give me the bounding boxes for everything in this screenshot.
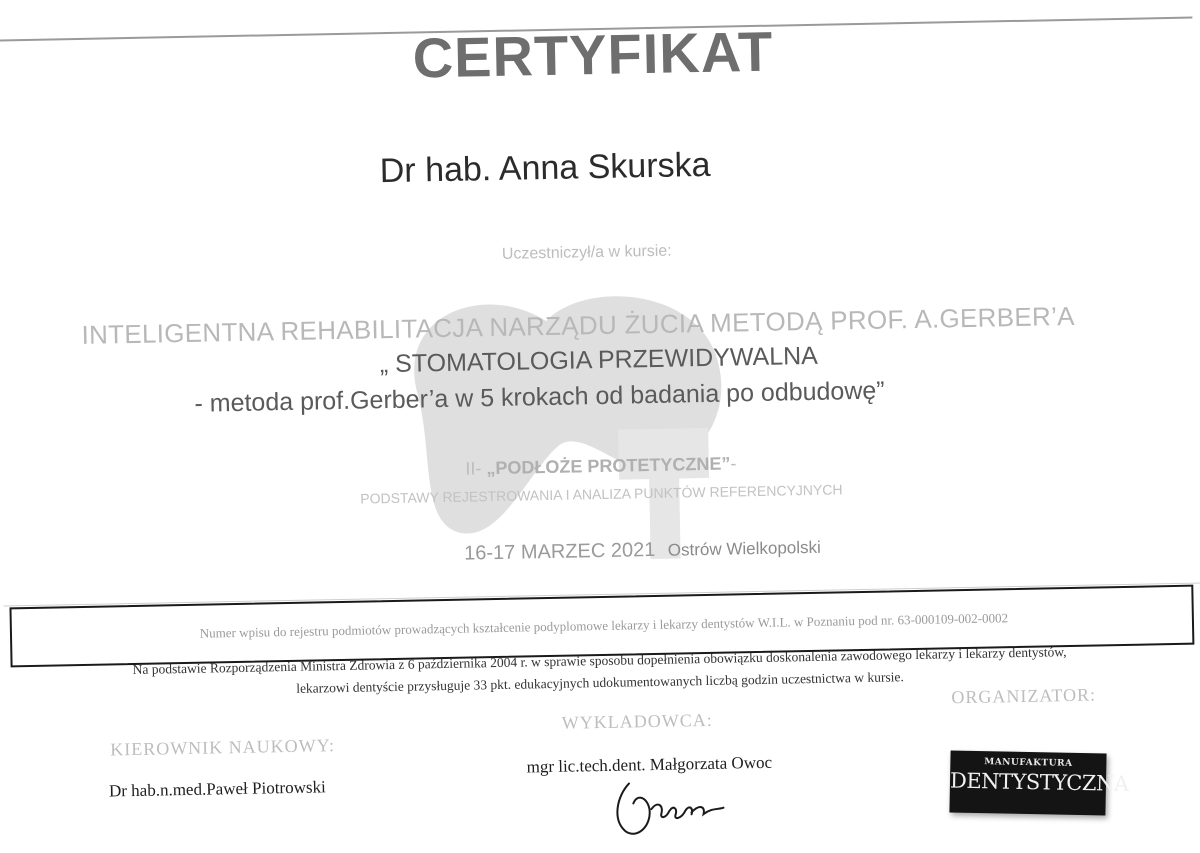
module-name: „PODŁOŻE PROTETYCZNE” <box>486 453 731 479</box>
registry-number-text: Numer wpisu do rejestru podmiotów prowadzących kształcenie podyplomowe lekarzy i lekarzy dentystów W.I.L. w Poznaniu pod nr. 63-000109-002-0002 <box>199 610 1009 641</box>
organizer-role: ORGANIZATOR: <box>951 684 1097 708</box>
lecturer-signature <box>607 773 738 839</box>
participated-label: Uczestniczył/a w kursie: <box>501 242 672 263</box>
logo-main-text: DENTYSTYCZNA <box>949 768 1129 796</box>
module-subtitle: PODSTAWY REJESTROWANIA I ANALIZA PUNKTÓW REFERENCYJNYCH <box>360 481 843 507</box>
manufaktura-dentystyczna-logo <box>949 751 1129 816</box>
lecturer-role: WYKLADOWCA: <box>561 709 713 733</box>
logo-top-text: MANUFAKTURA <box>984 757 1073 769</box>
scientific-head-name: Dr hab.n.med.Paweł Piotrowski <box>108 777 326 801</box>
course-subtitle: „ STOMATOLOGIA PRZEWIDYWALNA <box>379 341 819 379</box>
course-tagline: - metoda prof.Gerber’a w 5 krokach od badania po odbudowę” <box>194 376 885 418</box>
module-suffix: - <box>730 453 737 474</box>
legal-line-1: Na podstawie Rozporządzenia Ministra Zdrowia z 6 października 2004 r. w sprawie sposobu dopełnienia obowiązku doskonalenia zawodowego lekarzy i lekarzy dentystów, <box>132 644 1067 678</box>
recipient-name: Dr hab. Anna Skurska <box>379 145 711 191</box>
module-prefix: II- <box>465 458 487 479</box>
course-date: 16-17 MARZEC 2021 <box>463 538 656 565</box>
course-place: Ostrów Wielkopolski <box>667 537 821 560</box>
legal-line-2: lekarzowi dentyście przysługuje 33 pkt. edukacyjnych udokumentowanych liczbą godzin uczestnictwa w kursie. <box>296 669 904 696</box>
lecturer-name: mgr lic.tech.dent. Małgorzata Owoc <box>526 752 773 777</box>
course-title: INTELIGENTNA REHABILITACJA NARZĄDU ŻUCIA METODĄ PROF. A.GERBER’A <box>81 300 1076 350</box>
scientific-head-role: KIEROWNIK NAUKOWY: <box>110 735 336 760</box>
certificate-title: CERTYFIKAT <box>412 19 774 90</box>
